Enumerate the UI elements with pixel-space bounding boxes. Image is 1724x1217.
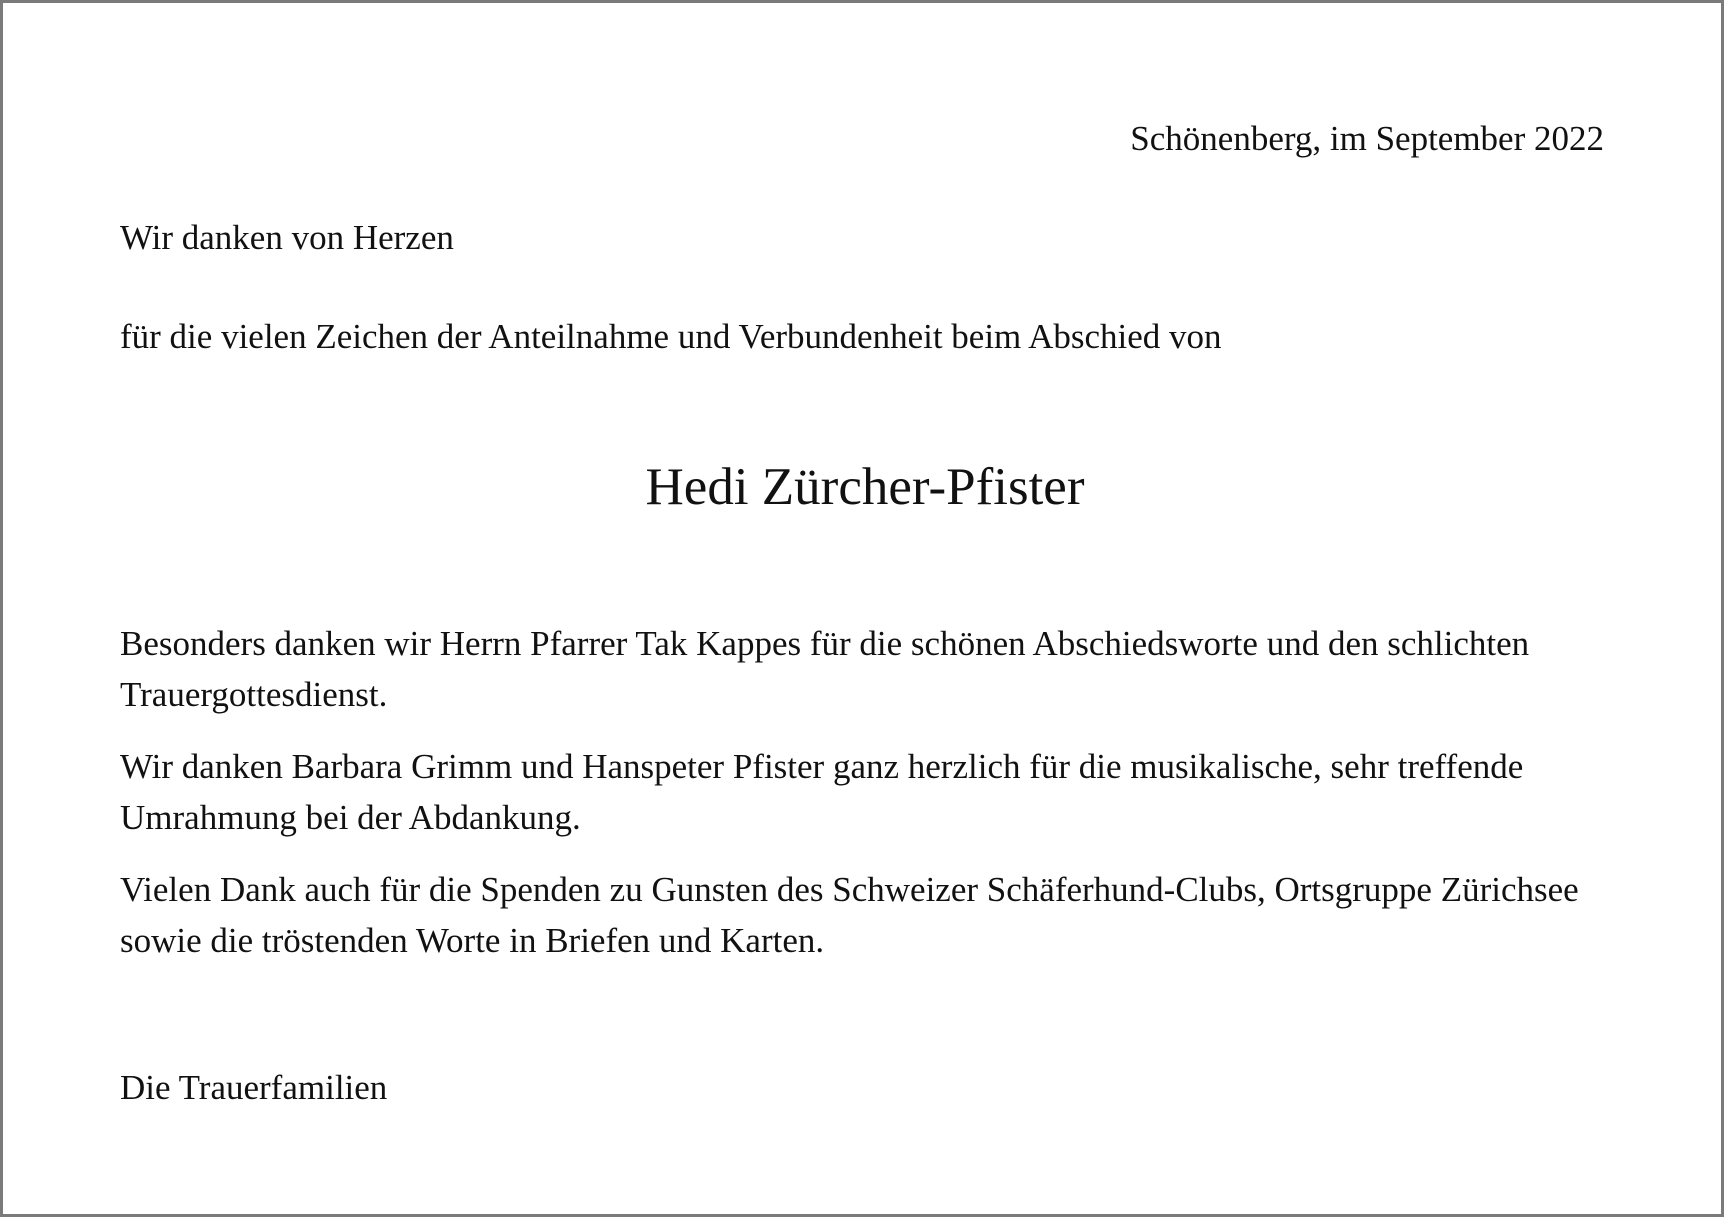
thanks-paragraph: Vielen Dank auch für die Spenden zu Gunsten des Schweizer Schäferhund-Clubs, Ortsgruppe Zürichsee sowie die tröstenden Worte in Briefen und Karten. (120, 870, 1579, 960)
thanks-paragraphs (120, 618, 1620, 987)
place-date: Schönenberg, im September 2022 (1130, 119, 1604, 158)
thanks-paragraph: Wir danken Barbara Grimm und Hanspeter Pfister ganz herzlich für die musikalische, sehr treffende Umrahmung bei der Abdankung. (120, 747, 1524, 837)
intro-line: für die vielen Zeichen der Anteilnahme und Verbundenheit beim Abschied von (120, 317, 1222, 356)
thanks-paragraph: Besonders danken wir Herrn Pfarrer Tak Kappes für die schönen Abschiedsworte und den schlichten Trauergottesdienst. (120, 624, 1530, 714)
signature: Die Trauerfamilien (120, 1068, 388, 1107)
deceased-name: Hedi Zürcher-Pfister (645, 458, 1085, 516)
greeting: Wir danken von Herzen (120, 218, 454, 257)
